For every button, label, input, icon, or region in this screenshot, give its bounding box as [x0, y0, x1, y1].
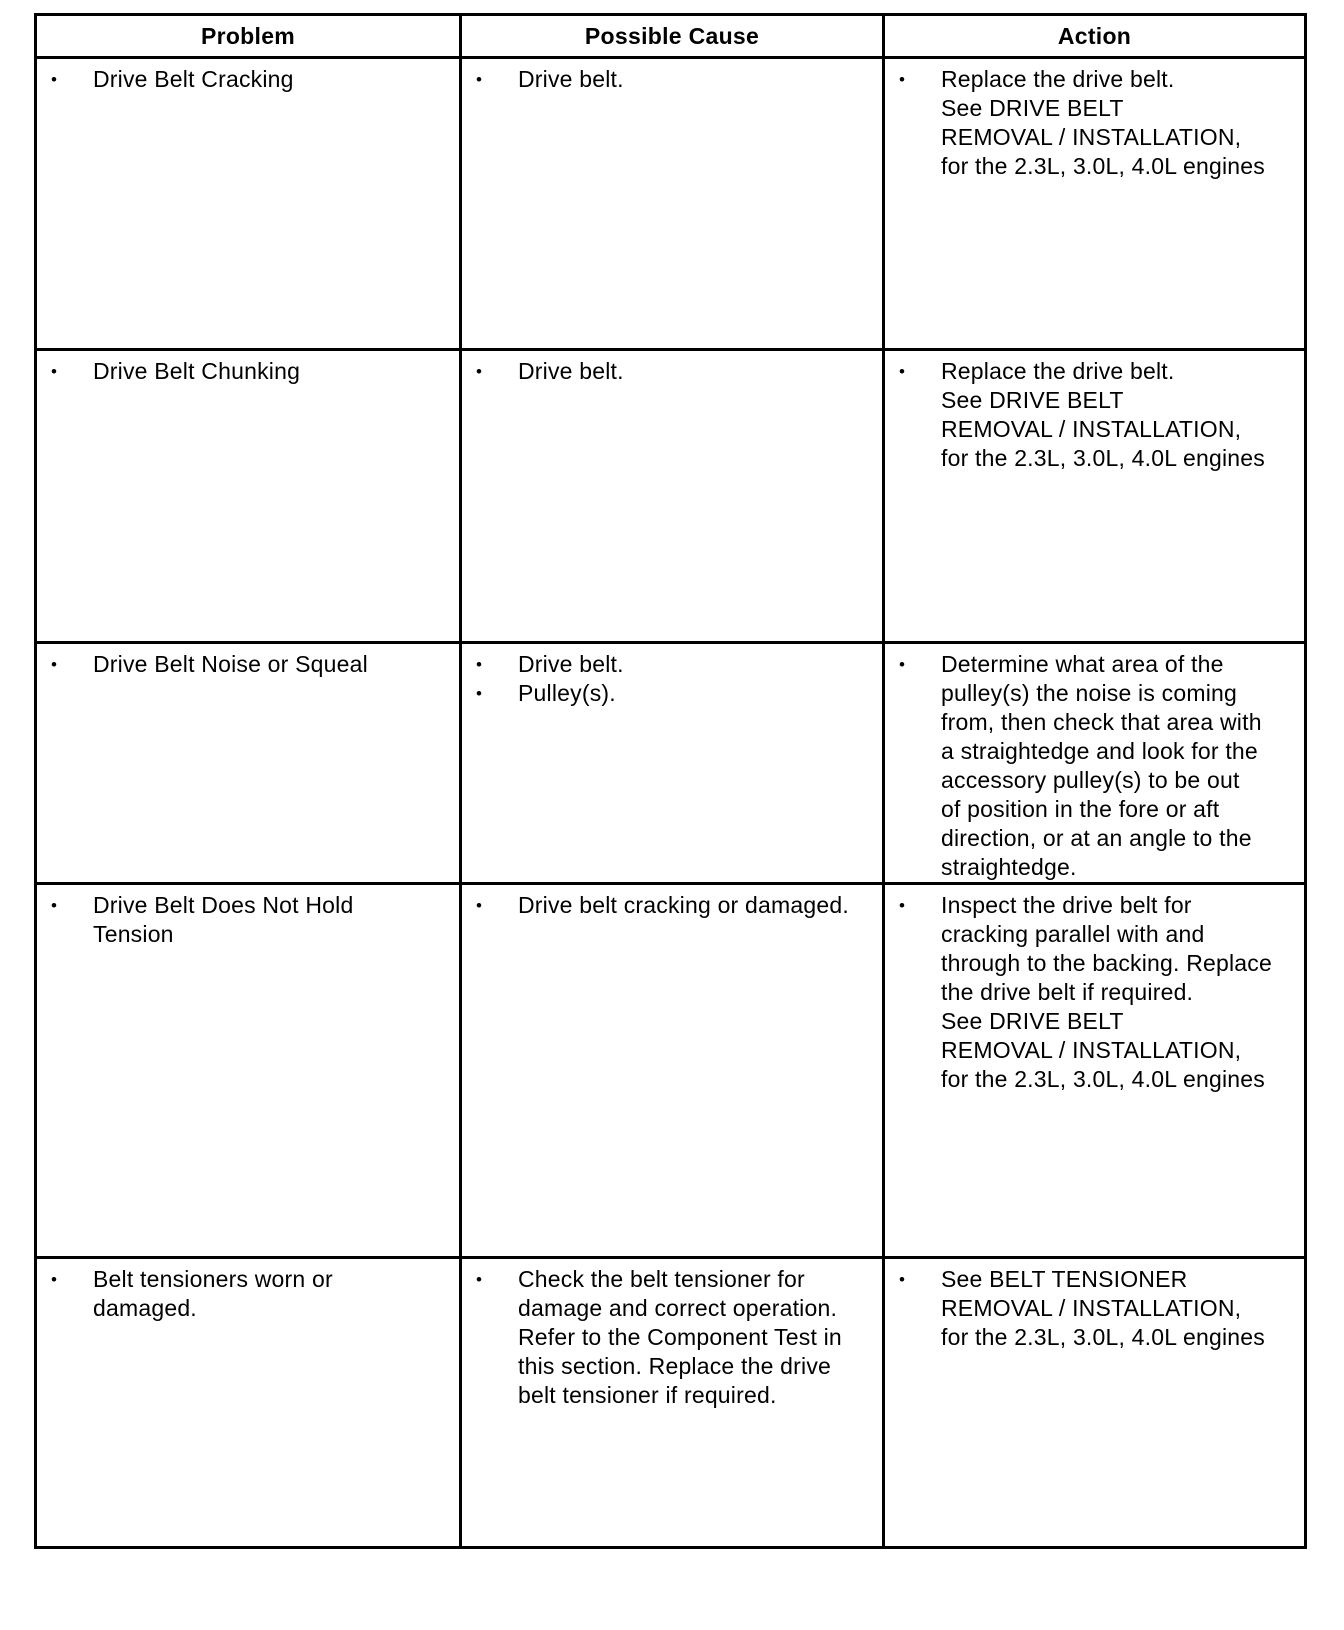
table-row [36, 350, 1306, 643]
header-possible-cause: Possible Cause [461, 15, 884, 58]
action-cell [884, 643, 1306, 884]
cause-cell [461, 1258, 884, 1548]
action-item [895, 1265, 1296, 1352]
problem-text: Drive Belt Noise or Squeal [93, 651, 368, 677]
bullet-icon: • [51, 896, 58, 915]
action-text: Inspect the drive belt for cracking parallel with and through to the backing. Replace the drive belt if required. See DRIVE BELT REMOVAL / INSTALLATION, for the 2.3L, 3.0L, 4.0L engines [941, 892, 1272, 1092]
header-action: Action [884, 15, 1306, 58]
bullet-icon: • [476, 362, 483, 381]
action-item [895, 650, 1296, 882]
action-cell [884, 350, 1306, 643]
problem-cell [36, 1258, 461, 1548]
cause-text: Pulley(s). [518, 680, 616, 706]
table-row [36, 1258, 1306, 1548]
problem-item [47, 1265, 451, 1323]
action-item [895, 891, 1296, 1094]
cause-item [472, 1265, 874, 1410]
cause-text: Check the belt tensioner for damage and correct operation. Refer to the Component Test in this section. Replace the drive belt tensioner if required. [518, 1266, 842, 1408]
bullet-icon: • [899, 1270, 906, 1289]
bullet-icon: • [51, 1270, 58, 1289]
cause-item [472, 65, 874, 94]
cause-cell [461, 643, 884, 884]
problem-text: Drive Belt Does Not Hold Tension [93, 892, 354, 947]
cause-text: Drive belt. [518, 66, 624, 92]
cause-item [472, 650, 874, 679]
problem-cell [36, 643, 461, 884]
problem-item [47, 891, 451, 949]
problem-cell [36, 350, 461, 643]
bullet-icon: • [476, 655, 483, 674]
action-cell [884, 884, 1306, 1258]
cause-text: Drive belt cracking or damaged. [518, 892, 849, 918]
cause-item [472, 679, 874, 708]
bullet-icon: • [51, 655, 58, 674]
cause-text: Drive belt. [518, 358, 624, 384]
bullet-icon: • [51, 362, 58, 381]
bullet-icon: • [899, 655, 906, 674]
table-row [36, 643, 1306, 884]
table-row [36, 58, 1306, 350]
problem-text: Drive Belt Chunking [93, 358, 301, 384]
problem-text: Drive Belt Cracking [93, 66, 294, 92]
bullet-icon: • [899, 70, 906, 89]
bullet-icon: • [899, 896, 906, 915]
cause-item [472, 891, 874, 920]
bullet-icon: • [476, 1270, 483, 1289]
problem-item [47, 65, 451, 94]
cause-cell [461, 58, 884, 350]
header-row [36, 15, 1306, 58]
action-text: Replace the drive belt. See DRIVE BELT REMOVAL / INSTALLATION, for the 2.3L, 3.0L, 4.0L engines [941, 66, 1265, 179]
action-text: See BELT TENSIONER REMOVAL / INSTALLATION, for the 2.3L, 3.0L, 4.0L engines [941, 1266, 1265, 1350]
problem-cell [36, 58, 461, 350]
table-row [36, 884, 1306, 1258]
action-item [895, 65, 1296, 181]
action-cell [884, 58, 1306, 350]
cause-item [472, 357, 874, 386]
cause-text: Drive belt. [518, 651, 624, 677]
problem-item [47, 357, 451, 386]
cause-cell [461, 884, 884, 1258]
bullet-icon: • [476, 684, 483, 703]
bullet-icon: • [899, 362, 906, 381]
bullet-icon: • [51, 70, 58, 89]
action-cell [884, 1258, 1306, 1548]
diagnosis-table [34, 13, 1307, 1549]
problem-text: Belt tensioners worn or damaged. [93, 1266, 333, 1321]
action-text: Determine what area of the pulley(s) the noise is coming from, then check that area with a straightedge and look for the accessory pulley(s) to be out of position in the fore or aft direction, or at an angle to the straightedge. [941, 651, 1262, 880]
cause-cell [461, 350, 884, 643]
bullet-icon: • [476, 70, 483, 89]
bullet-icon: • [476, 896, 483, 915]
action-item [895, 357, 1296, 473]
action-text: Replace the drive belt. See DRIVE BELT REMOVAL / INSTALLATION, for the 2.3L, 3.0L, 4.0L engines [941, 358, 1265, 471]
header-problem: Problem [36, 15, 461, 58]
problem-cell [36, 884, 461, 1258]
problem-item [47, 650, 451, 679]
